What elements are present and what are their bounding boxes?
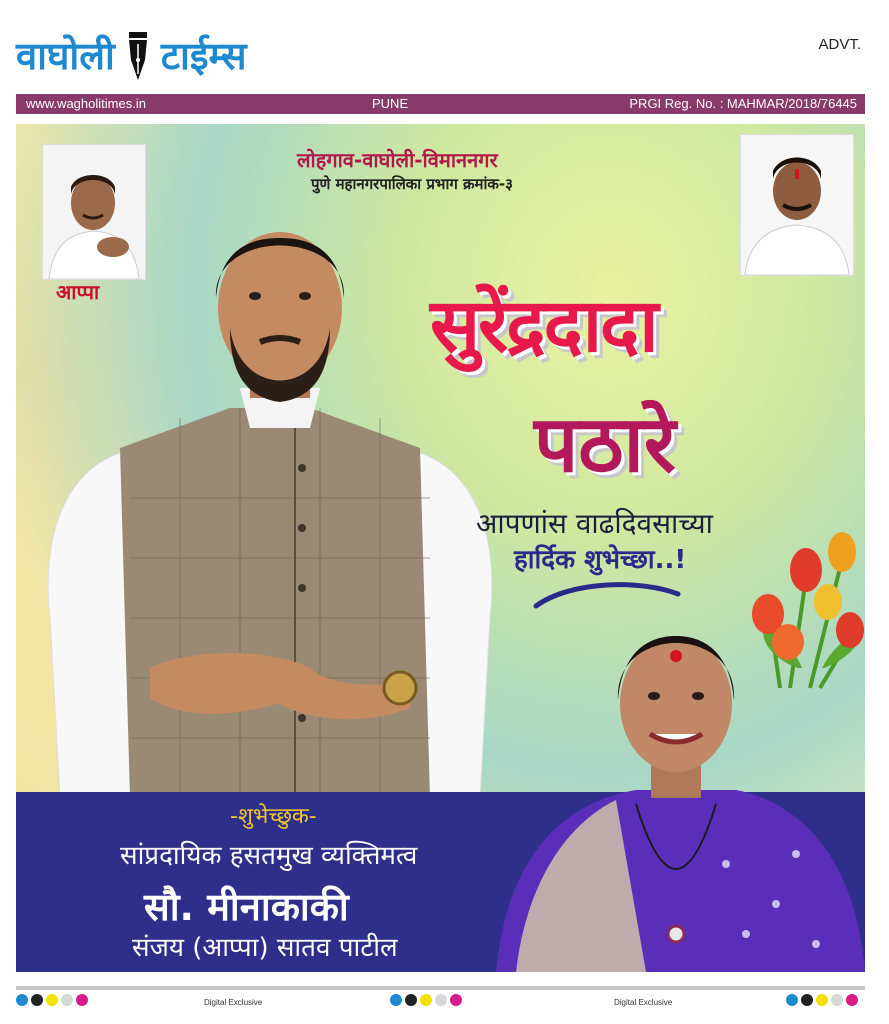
color-dot (786, 994, 798, 1006)
color-dot (831, 994, 843, 1006)
wisher-family-name: संजय (आप्पा) सातव पाटील (132, 933, 398, 963)
registration-dots-left (16, 994, 88, 1006)
ward-subtitle: पुणे महानगरपालिका प्रभाग क्रमांक-३ (311, 175, 513, 193)
wisher-name: सौ. मीनाकाकी (144, 885, 349, 929)
color-dot (61, 994, 73, 1006)
info-strip (16, 94, 865, 114)
prgi-registration: PRGI Reg. No. : MAHMAR/2018/76445 (629, 96, 857, 111)
color-dot (435, 994, 447, 1006)
color-dot (405, 994, 417, 1006)
city-label: PUNE (372, 96, 409, 111)
color-dot (801, 994, 813, 1006)
logo-text-waghali: वाघोली (16, 34, 115, 78)
color-dot (31, 994, 43, 1006)
logo-text-times: टाईम्स (160, 34, 247, 78)
color-dot (816, 994, 828, 1006)
digital-exclusive-label: Digital Exclusive (614, 998, 673, 1007)
color-dot (420, 994, 432, 1006)
wisher-descriptor: सांप्रदायिक हसतमुख व्यक्तिमत्व (120, 841, 418, 871)
footer-divider (16, 986, 865, 990)
digital-exclusive-label: Digital Exclusive (204, 998, 263, 1007)
color-dot (76, 994, 88, 1006)
fountain-pen-icon (123, 30, 153, 82)
name-surname: पठारे (534, 400, 676, 490)
appa-caption: आप्पा (56, 280, 100, 304)
color-dot (846, 994, 858, 1006)
advt-label: ADVT. (818, 36, 861, 53)
color-dot (16, 994, 28, 1006)
leader-photo (740, 134, 854, 276)
registration-dots-center (390, 994, 462, 1006)
color-dot (450, 994, 462, 1006)
website-link[interactable]: www.wagholitimes.in (26, 96, 146, 111)
greeting-line-2: हार्दिक शुभेच्छा..! (514, 545, 687, 575)
wisher-label: -शुभेच्छुक- (230, 804, 317, 829)
registration-dots-right (786, 994, 858, 1006)
newspaper-logo[interactable] (16, 30, 247, 82)
name-first: सुरेंद्रदादा (430, 283, 657, 369)
color-dot (46, 994, 58, 1006)
masthead (0, 0, 889, 92)
greeting-line-1: आपणांस वाढदिवसाच्या (476, 507, 713, 540)
leader-portrait-image (741, 135, 853, 275)
area-title: लोहगाव-वाघोली-विमाननगर (297, 148, 498, 172)
birthday-advertisement (16, 124, 865, 972)
wisher-portrait-image (486, 604, 865, 972)
color-dot (390, 994, 402, 1006)
